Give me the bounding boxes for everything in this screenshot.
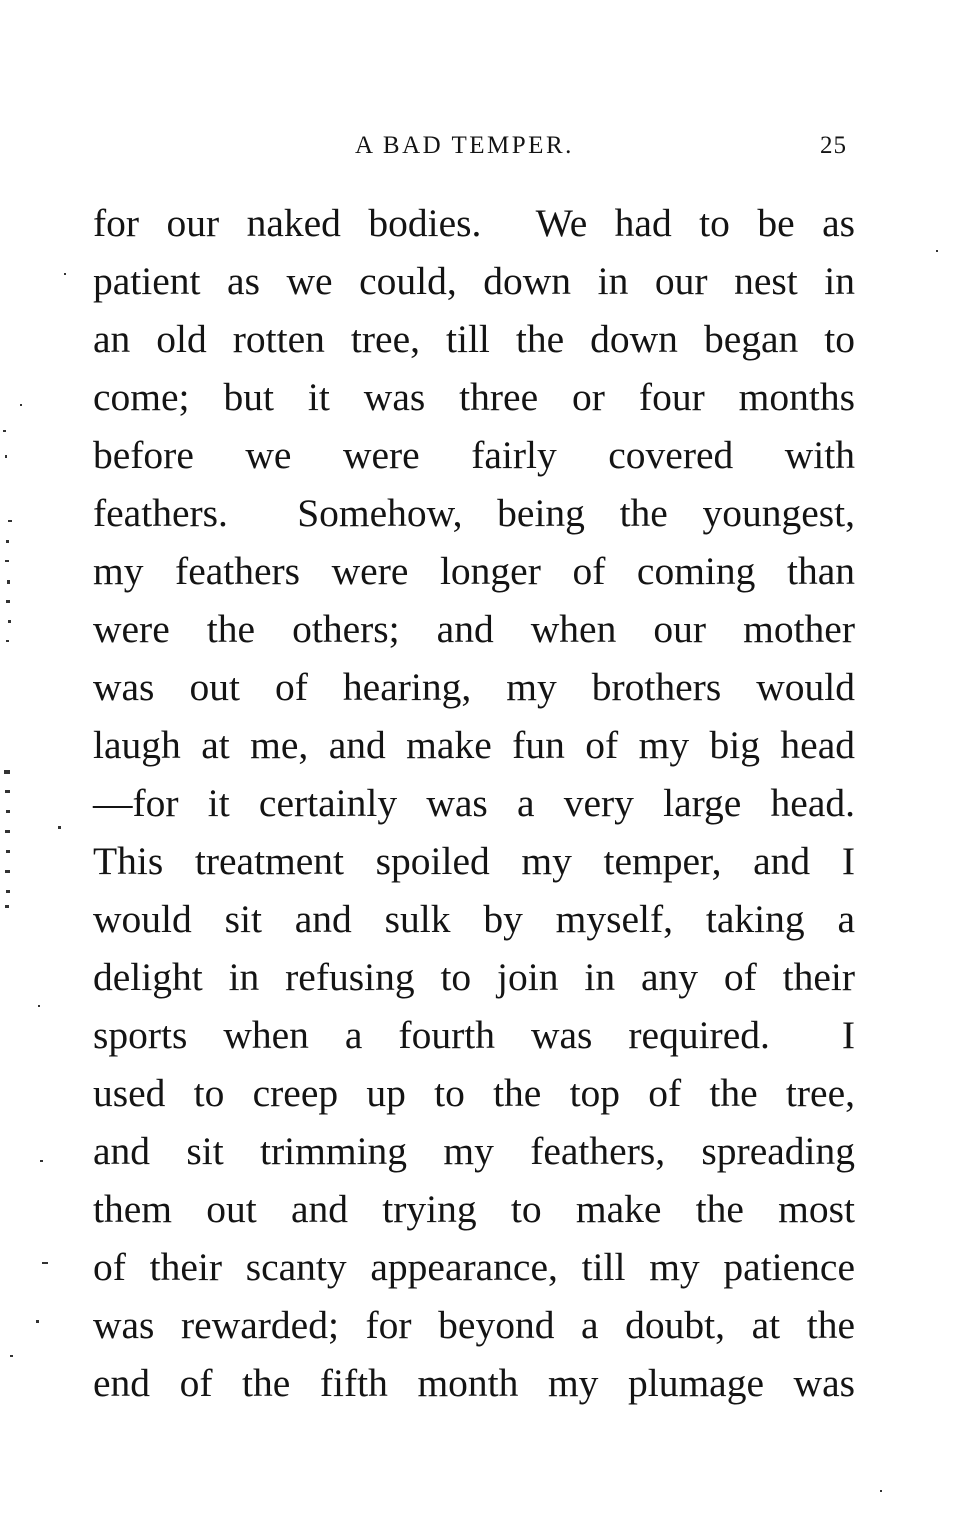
text-line: were the others; and when our mother [93, 607, 855, 651]
text-line: used to creep up to the top of the tree, [93, 1071, 855, 1115]
text-line: end of the fifth month my plumage was [93, 1361, 855, 1405]
text-line: feathers. Somehow, being the youngest, [93, 491, 855, 535]
text-line: would sit and sulk by myself, taking a [93, 897, 855, 941]
running-head [0, 128, 962, 168]
running-title: A BAD TEMPER. [355, 132, 574, 159]
text-line: them out and trying to make the most [93, 1187, 855, 1231]
text-line: —for it certainly was a very large head. [93, 781, 855, 825]
text-line: before we were fairly covered with [93, 433, 855, 477]
body-text [93, 194, 855, 1412]
text-line: sports when a fourth was required. I [93, 1013, 855, 1057]
text-line: laugh at me, and make fun of my big head [93, 723, 855, 767]
text-line: was out of hearing, my brothers would [93, 665, 855, 709]
text-line: was rewarded; for beyond a doubt, at the [93, 1303, 855, 1347]
text-line: for our naked bodies. We had to be as [93, 201, 855, 245]
text-line: come; but it was three or four months [93, 375, 855, 419]
text-line: This treatment spoiled my temper, and I [93, 839, 855, 883]
text-line: my feathers were longer of coming than [93, 549, 855, 593]
text-line: delight in refusing to join in any of their [93, 955, 855, 999]
text-line: an old rotten tree, till the down began to [93, 317, 855, 361]
text-line: and sit trimming my feathers, spreading [93, 1129, 855, 1173]
page-number: 25 [820, 132, 847, 159]
text-line: of their scanty appearance, till my patience [93, 1245, 855, 1289]
text-line: patient as we could, down in our nest in [93, 259, 855, 303]
